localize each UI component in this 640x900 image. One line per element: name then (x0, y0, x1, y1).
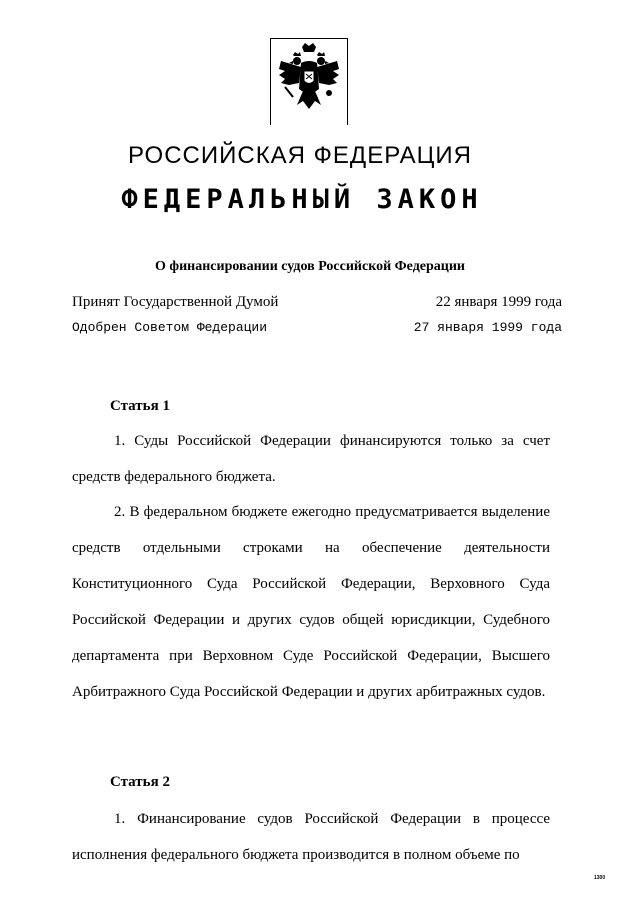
page-stamp: 1300 (594, 875, 606, 881)
coat-of-arms-emblem (270, 38, 348, 125)
document-type: ФЕДЕРАЛЬНЫЙ ЗАКОН (121, 184, 483, 215)
law-title: О финансировании судов Российской Федерации (155, 259, 465, 274)
adoption-label: Принят Государственной Думой (72, 294, 279, 310)
adoption-date: 27 января 1999 года (413, 320, 562, 335)
adoption-label: Одобрен Советом Федерации (72, 320, 268, 335)
article-paragraph: 2. В федеральном бюджете ежегодно предусматривается выделение средств отдельными строками на обеспечение деятельности Конституционного Суда Российской Федерации, Верховного Суда Российской Федерации и других судов общей юрисдикции, Судебного департамента при Верховном Суде Российской Федерации, Высшего Арбитражного Суда Российской Федерации и других арбитражных судов. (72, 504, 550, 700)
article-paragraph: 1. Суды Российской Федерации финансируются только за счет средств федерального бюджета. (72, 433, 550, 485)
double-headed-eagle-icon (271, 39, 347, 125)
article-paragraph: 1. Финансирование судов Российской Федерации в процессе исполнения федерального бюджета производится в полном объеме по (72, 811, 550, 863)
article-heading: Статья 2 (110, 774, 170, 790)
country-name: РОССИЙСКАЯ ФЕДЕРАЦИЯ (128, 142, 472, 169)
adoption-date: 22 января 1999 года (435, 294, 562, 310)
article-heading: Статья 1 (110, 398, 170, 414)
